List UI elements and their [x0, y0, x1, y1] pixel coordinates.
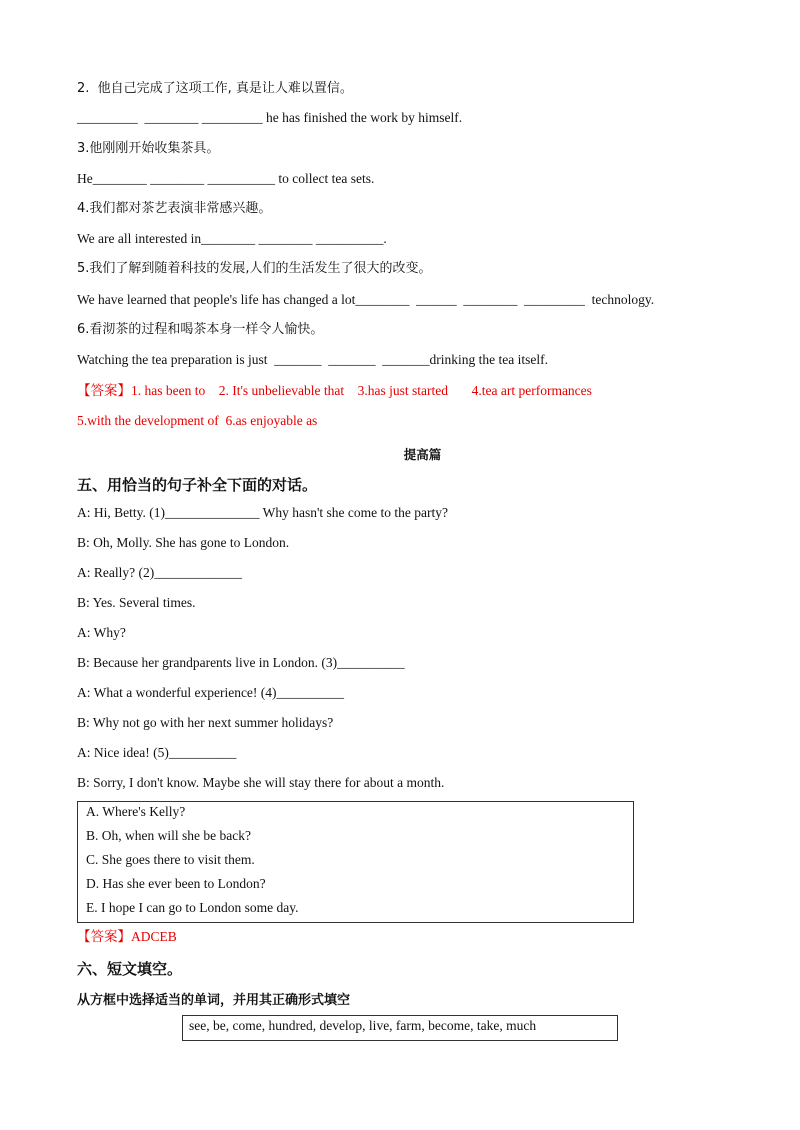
section6-instruction: 从方框中选择适当的单词，并用其正确形式填空	[77, 993, 351, 1008]
dialogue-line: B: Why not go with her next summer holidays?	[77, 715, 334, 730]
dialogue-line: A: Hi, Betty. (1)______________ Why hasn't she come to the party?	[77, 505, 448, 520]
q4-english: We are all interested in________ ________ __________.	[77, 231, 387, 246]
dialogue-line: A: What a wonderful experience! (4)__________	[77, 685, 345, 700]
dialogue-line: A: Really? (2)_____________	[77, 565, 242, 580]
advanced-section-title: 提高篇	[403, 447, 442, 462]
option-item: D. Has she ever been to London?	[86, 876, 266, 891]
q5-chinese: 5.我们了解到随着科技的发展,人们的生活发生了很大的改变。	[77, 261, 432, 276]
option-item: C. She goes there to visit them.	[86, 852, 255, 867]
q3-english: He________ ________ __________ to collect tea sets.	[77, 171, 375, 186]
section6-heading: 六、短文填空。	[77, 960, 183, 978]
word-bank-box	[182, 1015, 618, 1041]
q2-english: _________ ________ _________ he has finished the work by himself.	[77, 110, 463, 125]
dialogue-line: B: Because her grandparents live in London. (3)__________	[77, 655, 405, 670]
option-item: A. Where's Kelly?	[86, 804, 186, 819]
translation-answer-line-1: 【答案】1. has been to 2. It's unbelievable that 3.has just started 4.tea art performances	[77, 383, 592, 398]
q6-chinese: 6.看沏茶的过程和喝茶本身一样令人愉快。	[77, 322, 324, 337]
option-item: B. Oh, when will she be back?	[86, 828, 251, 843]
q4-chinese: 4.我们都对茶艺表演非常感兴趣。	[77, 201, 272, 216]
dialogue-line: B: Sorry, I don't know. Maybe she will stay there for about a month.	[77, 775, 445, 790]
dialogue-line: B: Yes. Several times.	[77, 595, 196, 610]
dialogue-line: A: Why?	[77, 625, 126, 640]
q2-chinese: 2. 他自己完成了这项工作, 真是让人难以置信。	[77, 81, 353, 96]
dialogue-line: A: Nice idea! (5)__________	[77, 745, 237, 760]
dialogue-line: B: Oh, Molly. She has gone to London.	[77, 535, 290, 550]
options-box	[77, 801, 634, 923]
translation-answer-line-2: 5.with the development of 6.as enjoyable as	[77, 413, 318, 428]
section5-heading: 五、用恰当的句子补全下面的对话。	[77, 476, 318, 494]
q3-chinese: 3.他刚刚开始收集茶具。	[77, 141, 220, 156]
q6-english: Watching the tea preparation is just _______ _______ _______drinking the tea itself.	[77, 352, 548, 367]
word-bank: see, be, come, hundred, develop, live, farm, become, take, much	[189, 1018, 537, 1033]
q5-english: We have learned that people's life has changed a lot________ ______ ________ _________ technology.	[77, 292, 655, 307]
section5-answer: 【答案】ADCEB	[77, 929, 177, 944]
option-item: E. I hope I can go to London some day.	[86, 900, 299, 915]
